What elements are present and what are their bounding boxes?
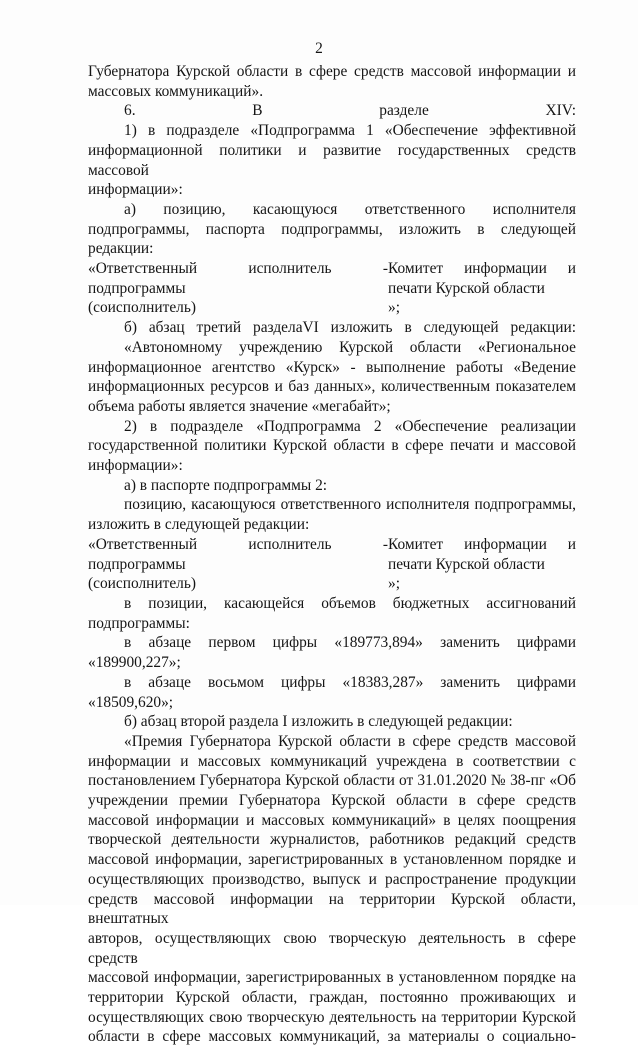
text-line: «189900,227»; xyxy=(88,654,181,672)
table-cell: Комитет информации и xyxy=(388,260,576,278)
responsible-table-2 xyxy=(88,535,576,594)
text-line: постановлением Губернатора Курской области от 31.01.2020 № 38-пг «Об xyxy=(88,772,576,790)
text-line: а) в паспорте подпрограммы 2: xyxy=(124,476,328,494)
text-line: б) абзац второй раздела I изложить в следующей редакции: xyxy=(124,713,513,731)
page-number: 2 xyxy=(315,40,323,57)
text-line: массовой информации и массовых коммуникаций» в целях поощрения xyxy=(88,811,576,829)
text-line: в абзаце восьмом цифры «18383,287» заменить цифрами «18509,620»; xyxy=(88,673,576,711)
text-line: массовой информации, зарегистрированных в установленном порядке и xyxy=(88,851,576,869)
text-line: «Премия Губернатора Курской области в сфере средств массовой xyxy=(124,732,576,750)
text-line: творческой деятельности журналистов, работников редакций средств xyxy=(88,831,576,849)
document-body xyxy=(88,62,576,1047)
text-line: массовых коммуникаций». xyxy=(88,82,264,100)
text-line: информации и массовых коммуникаций учреждена в соответствии с xyxy=(88,752,576,770)
text-line: информационных ресурсов и баз данных», количественным показателем xyxy=(88,378,576,396)
table-cell: Комитет информации и xyxy=(388,535,576,553)
text-line: территории Курской области, граждан, постоянно проживающих и xyxy=(88,989,576,1007)
responsible-table-1 xyxy=(88,259,576,318)
text-line: а) позицию, касающуюся ответственного исполнителя xyxy=(124,200,576,218)
table-end: »; xyxy=(388,575,400,593)
text-line: подпрограммы, паспорта подпрограммы, изложить в следующей редакции: xyxy=(88,220,576,258)
text-line: осуществляющих свою творческую деятельность на территории Курской xyxy=(88,1008,576,1026)
text-line: средств массовой информации на территории Курской области, внештатных xyxy=(88,890,576,928)
text-line: объема работы является значение «мегабайт»; xyxy=(88,397,391,415)
text-line: информации»: xyxy=(88,457,183,475)
table-cell: подпрограммы xyxy=(88,279,186,297)
table-cell: подпрограммы xyxy=(88,555,186,573)
text-line: информационной политики и развитие государственных средств массовой xyxy=(88,141,576,179)
table-end: »; xyxy=(388,299,400,317)
text-line: области в сфере массовых коммуникаций, за материалы о социально- xyxy=(88,1028,576,1046)
text-line: 1) в подразделе «Подпрограмма 1 «Обеспечение эффективной xyxy=(124,122,576,140)
text-line: 2) в подразделе «Подпрограмма 2 «Обеспечение реализации xyxy=(124,417,576,435)
table-cell: (соисполнитель) xyxy=(88,575,196,593)
text-line: подпрограммы: xyxy=(88,614,190,632)
text-line: позицию, касающуюся ответственного исполнителя подпрограммы, xyxy=(124,496,576,514)
text-line: информации»: xyxy=(88,181,183,199)
text-line: в абзаце первом цифры «189773,894» заменить цифрами xyxy=(124,634,576,652)
text-line: изложить в следующей редакции: xyxy=(88,516,310,534)
table-cell: «Ответственный исполнитель - xyxy=(88,260,388,278)
table-cell: печати Курской области xyxy=(388,555,545,573)
text-line: массовой информации, зарегистрированных в установленном порядке на xyxy=(88,969,576,987)
section-heading: 6. В разделе XIV: xyxy=(124,102,576,120)
text-line: авторов, осуществляющих свою творческую деятельность в сфере средств xyxy=(88,929,576,967)
text-line: Губернатора Курской области в сфере средств массовой информации и xyxy=(88,63,576,80)
table-cell: (соисполнитель) xyxy=(88,299,196,317)
text-line: б) абзац третий разделаVI изложить в следующей редакции: xyxy=(124,319,576,337)
table-cell: «Ответственный исполнитель - xyxy=(88,535,388,553)
text-line: государственной политики Курской области в сфере печати и массовой xyxy=(88,437,576,455)
text-line: осуществляющих производство, выпуск и распространение продукции xyxy=(88,870,576,888)
text-line: информационное агентство «Курск» - выполнение работы «Ведение xyxy=(88,358,576,376)
text-line: в позиции, касающейся объемов бюджетных ассигнований xyxy=(124,594,576,612)
table-cell: печати Курской области xyxy=(388,279,545,297)
text-line: «Автономному учреждению Курской области «Региональное xyxy=(124,338,576,356)
text-line: учреждении премии Губернатора Курской области в сфере средств xyxy=(88,792,576,810)
